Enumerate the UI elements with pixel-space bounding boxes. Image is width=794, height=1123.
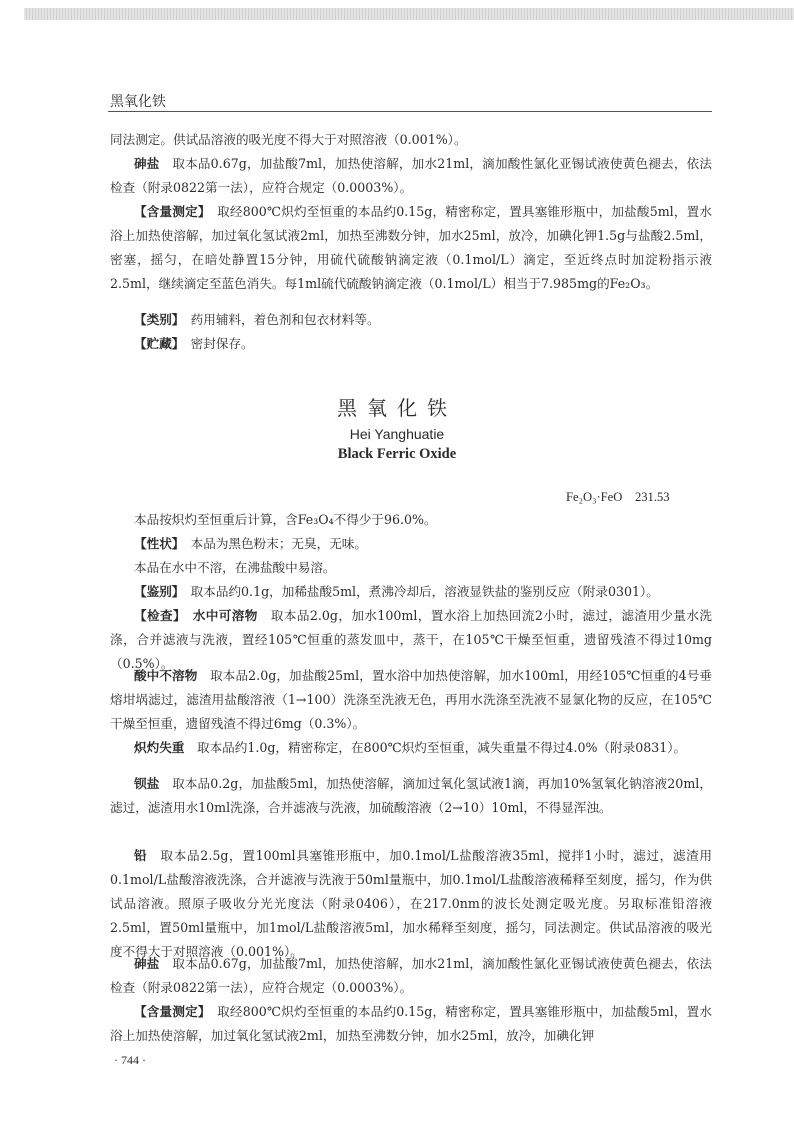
ignition-loss-paragraph: 炽灼失重 取本品约1.0g，精密称定，在800℃炽灼至恒重，减失重量不得过4.0%（附录0831）。 (134, 740, 687, 755)
arsenic-label: 砷盐 (134, 156, 160, 171)
barium-paragraph: 钡盐 取本品0.2g，加盐酸5ml，加热使溶解，滴加过氧化氢试液1滴，再加10%氢氧化钠溶液20ml，滤过，滤渣用水10ml洗涤，合并滤液与洗液，加硫酸溶液（2→10）10ml，不得显浑浊。 (110, 776, 712, 815)
category-paragraph: 【类别】 药用辅料，着色剂和包衣材料等。 (134, 312, 380, 327)
arsenic-label: 砷盐 (134, 956, 160, 971)
running-header: 黑氧化铁 (110, 94, 166, 110)
monograph-title-chinese: 黑氧化铁 (337, 396, 457, 420)
solubility-paragraph: 本品在水中不溶，在沸盐酸中易溶。 (134, 560, 336, 575)
content-statement: 本品按炽灼至恒重后计算，含Fe₃O₄不得少于96.0%。 (134, 512, 437, 527)
acid-insoluble-paragraph: 酸中不溶物 取本品2.0g，加盐酸25ml，置水浴中加热使溶解，加水100ml，用经105℃恒重的4号垂熔坩埚滤过，滤渣用盐酸溶液（1→100）洗涤至洗液无色，再用水洗涤至洗液不显氯化物的反应，在105℃干燥至恒重，遗留残渣不得过6mg（0.3%）。 (110, 668, 713, 731)
identification-paragraph: 【鉴别】 取本品约0.1g，加稀盐酸5ml，煮沸冷却后，溶液显铁盐的鉴别反应（附录0301）。 (134, 584, 659, 599)
category-label: 【类别】 (134, 312, 179, 327)
barium-label: 钡盐 (134, 776, 160, 791)
arsenic-paragraph-top: 砷盐 取本品0.67g，加盐酸7ml，加热使溶解，加水21ml，滴加酸性氯化亚锡试液使黄色褪去，依法检查（附录0822第一法），应符合规定（0.0003%）。 (110, 156, 712, 195)
water-soluble-paragraph: 【检查】 水中可溶物 取本品2.0g，加水100ml，置水浴上加热回流2小时，滤过，滤渣用少量水洗涤，合并滤液与洗液，置经105℃恒重的蒸发皿中，蒸干，在105℃干燥至恒重，遗留残渣不得过10mg（0.5%）。 (110, 608, 713, 671)
assay-paragraph-top: 【含量测定】 取经800℃炽灼至恒重的本品约0.15g，精密称定，置具塞锥形瓶中，加盐酸5ml，置水浴上加热使溶解，加过氧化氢试液2ml，加热至沸数分钟，加水25ml，放冷，加碘化钾1.5g与盐酸2.5ml，密塞，摇匀，在暗处静置15分钟，用硫代硫酸钠滴定液（0.1mol/L）滴定，至近终点时加淀粉指示液2.5ml，继续滴定至蓝色消失。每1ml硫代硫酸钠滴定液（0.1mol/L）相当于7.985mg的Fe₂O₃。 (110, 204, 713, 291)
ignition-loss-label: 炽灼失重 (134, 740, 185, 755)
scan-top-border (24, 8, 794, 20)
description-paragraph: 【性状】 本品为黑色粉末；无臭，无味。 (134, 536, 367, 551)
identification-label: 【鉴别】 (134, 584, 179, 599)
molecular-formula: Fe₂O₃·FeO 231.53 (566, 490, 670, 504)
tests-label: 【检查】 (134, 608, 180, 623)
water-soluble-label: 水中可溶物 (179, 608, 258, 623)
arsenic-paragraph: 砷盐 取本品0.67g，加盐酸7ml，加热使溶解，加水21ml，滴加酸性氯化亚锡试液使黄色褪去，依法检查（附录0822第一法），应符合规定（0.0003%）。 (110, 956, 712, 995)
continued-lead-paragraph: 同法测定。供试品溶液的吸光度不得大于对照溶液（0.001%）。 (110, 132, 467, 147)
storage-label: 【贮藏】 (134, 336, 179, 351)
storage-paragraph: 【贮藏】 密封保存。 (134, 336, 254, 351)
header-rule (108, 111, 712, 112)
assay-label: 【含量测定】 (134, 204, 205, 219)
page-number: · 744 · (114, 1053, 146, 1067)
lead-label: 铅 (134, 848, 148, 863)
lead-paragraph: 铅 取本品2.5g，置100ml具塞锥形瓶中，加0.1mol/L盐酸溶液35ml，搅拌1小时，滤过，滤渣用0.1mol/L盐酸溶液洗涤，合并滤液与洗液于50ml量瓶中，加0.1mol/L盐酸溶液稀释至刻度，摇匀，作为供试品溶液。照原子吸收分光光度法（附录0406），在217.0nm的波长处测定吸光度。另取标准铅溶液2.5ml，置50ml量瓶中，加1mol/L盐酸溶液5ml，加水稀释至刻度，摇匀，同法测定。供试品溶液的吸光度不得大于对照溶液（0.001%）。 (110, 848, 712, 959)
acid-insoluble-label: 酸中不溶物 (134, 668, 198, 683)
description-label: 【性状】 (134, 536, 179, 551)
monograph-title-pinyin: Hei Yanghuatie (349, 426, 445, 442)
monograph-title-english: Black Ferric Oxide (337, 446, 457, 462)
assay-paragraph: 【含量测定】 取经800℃炽灼至恒重的本品约0.15g，精密称定，置具塞锥形瓶中，加盐酸5ml，置水浴上加热使溶解，加过氧化氢试液2ml，加热至沸数分钟，加水25ml，放冷，加碘化钾 (110, 1004, 713, 1043)
assay-label: 【含量测定】 (134, 1004, 205, 1019)
